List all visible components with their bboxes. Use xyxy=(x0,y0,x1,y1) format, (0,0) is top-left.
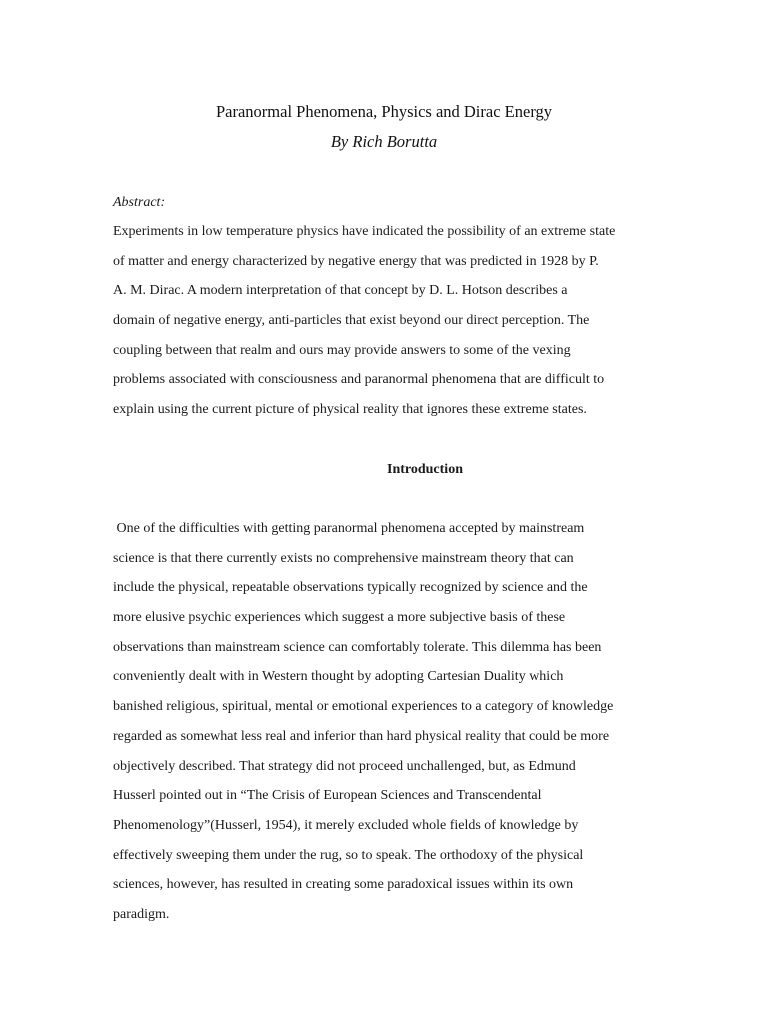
abstract-line: Experiments in low temperature physics have indicated the possibility of an extreme state xyxy=(113,224,616,239)
intro-line: Husserl pointed out in “The Crisis of European Sciences and Transcendental xyxy=(113,788,542,804)
abstract-line: A. M. Dirac. A modern interpretation of that concept by D. L. Hotson describes a xyxy=(113,283,568,299)
intro-line: science is that there currently exists no comprehensive mainstream theory that can xyxy=(113,550,574,566)
intro-line: conveniently dealt with in Western thought by adopting Cartesian Duality which xyxy=(113,669,564,685)
abstract-line: coupling between that realm and ours may provide answers to some of the vexing xyxy=(113,342,571,358)
intro-line: One of the difficulties with getting paranormal phenomena accepted by mainstream xyxy=(113,521,585,536)
abstract-label: Abstract: xyxy=(113,195,166,210)
intro-line: sciences, however, has resulted in creating some paradoxical issues within its own xyxy=(113,877,574,893)
intro-line: regarded as somewhat less real and inferior than hard physical reality that could be more xyxy=(113,728,610,744)
introduction-paragraph xyxy=(113,517,673,933)
intro-line: Phenomenology”(Husserl, 1954), it merely excluded whole fields of knowledge by xyxy=(113,817,579,833)
document-title: Paranormal Phenomena, Physics and Dirac Energy xyxy=(215,102,553,121)
intro-line: observations than mainstream science can comfortably tolerate. This dilemma has been xyxy=(113,639,602,655)
intro-line: banished religious, spiritual, mental or emotional experiences to a category of knowledge xyxy=(113,699,614,715)
intro-line: effectively sweeping them under the rug, so to speak. The orthodoxy of the physical xyxy=(113,847,584,863)
abstract-line: domain of negative energy, anti-particles that exist beyond our direct perception. The xyxy=(113,313,590,329)
intro-line: paradigm. xyxy=(113,906,170,922)
document-byline: By Rich Borutta xyxy=(330,132,438,151)
intro-line: objectively described. That strategy did not proceed unchallenged, but, as Edmund xyxy=(113,758,576,774)
intro-line: include the physical, repeatable observations typically recognized by science and the xyxy=(113,580,588,596)
abstract-line: of matter and energy characterized by negative energy that was predicted in 1928 by P. xyxy=(113,253,599,269)
abstract-paragraph xyxy=(113,220,673,428)
abstract-line: explain using the current picture of physical reality that ignores these extreme states. xyxy=(113,402,587,418)
abstract-line: problems associated with consciousness and paranormal phenomena that are difficult to xyxy=(113,372,605,388)
intro-line: more elusive psychic experiences which suggest a more subjective basis of these xyxy=(113,610,566,626)
introduction-heading: Introduction xyxy=(387,462,463,477)
